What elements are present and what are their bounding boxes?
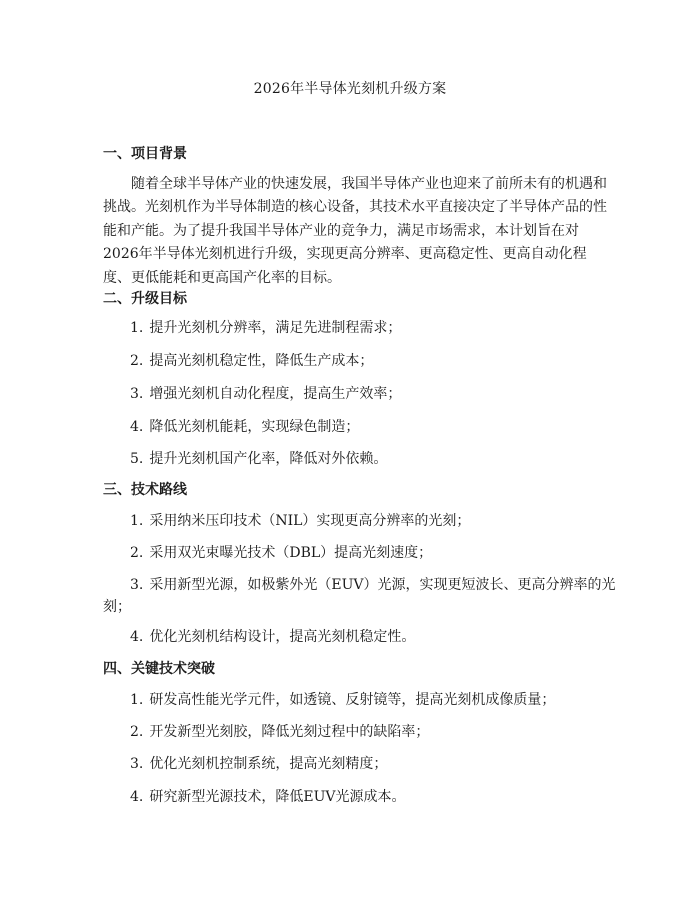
list-item-text: 优化光刻机控制系统，提高光刻精度；: [149, 756, 388, 772]
list-item-text: 提高光刻机稳定性，降低生产成本；: [149, 353, 374, 369]
list-item: [103, 512, 603, 530]
list-item-text-continuation: 刻；: [103, 599, 131, 615]
list-item-number: 4.: [130, 629, 144, 645]
list-item-number: 2.: [130, 724, 144, 740]
paragraph-line: 随着全球半导体产业的快速发展，我国半导体产业也迎来了前所未有的机遇和: [131, 176, 607, 192]
section-heading-tech-route: 三、技术路线: [103, 482, 187, 498]
list-item-number: 3.: [130, 386, 144, 402]
list-item-text: 增强光刻机自动化程度，提高生产效率；: [149, 386, 402, 402]
list-item: [103, 788, 603, 806]
paragraph-line: 能和产能。为了提升我国半导体产业的竞争力，满足市场需求，本计划旨在对: [103, 222, 579, 239]
list-item-text: 提升光刻机分辨率，满足先进制程需求；: [149, 320, 402, 336]
list-item-text: 采用纳米压印技术（NIL）实现更高分辨率的光刻；: [149, 513, 471, 529]
section-heading-background: 一、项目背景: [103, 146, 187, 162]
list-item: [103, 352, 603, 370]
list-item-text: 提升光刻机国产化率，降低对外依赖。: [149, 451, 388, 467]
list-item-number: 2.: [130, 545, 144, 561]
paragraph-line: 挑战。光刻机作为半导体制造的核心设备，其技术水平直接决定了半导体产品的性: [103, 199, 607, 216]
list-item: [103, 418, 603, 436]
list-item-number: 1.: [130, 320, 144, 336]
list-item-number: 4.: [130, 419, 144, 435]
list-item-number: 4.: [130, 789, 144, 805]
list-item-text: 采用新型光源，如极紫外光（EUV）光源，实现更短波长、更高分辨率的光: [149, 577, 616, 593]
list-item-number: 1.: [130, 692, 144, 708]
document-title: 2026年半导体光刻机升级方案: [253, 81, 447, 97]
section-heading-breakthroughs: 四、关键技术突破: [103, 661, 215, 677]
list-item-text: 研究新型光源技术，降低EUV光源成本。: [149, 789, 406, 805]
list-item-number: 5.: [130, 451, 144, 467]
list-item: [103, 450, 603, 468]
list-item: [103, 385, 603, 403]
list-item-number: 3.: [130, 577, 144, 593]
list-item: [103, 628, 603, 646]
background-paragraph: [103, 173, 607, 290]
list-item-text: 优化光刻机结构设计，提高光刻机稳定性。: [149, 629, 416, 645]
list-item-text: 降低光刻机能耗，实现绿色制造；: [149, 419, 360, 435]
list-item-number: 3.: [130, 756, 144, 772]
list-item: [103, 723, 603, 741]
list-item-number: 2.: [130, 353, 144, 369]
section-heading-goals: 二、升级目标: [103, 291, 187, 307]
paragraph-line: 度、更低能耗和更高国产化率的目标。: [103, 269, 341, 286]
list-item-text: 采用双光束曝光技术（DBL）提高光刻速度；: [149, 545, 433, 561]
paragraph-line: 2026年半导体光刻机进行升级，实现更高分辨率、更高稳定性、更高自动化程: [103, 246, 587, 263]
list-item: [103, 755, 603, 773]
list-item: [103, 544, 603, 562]
list-item-text: 研发高性能光学元件，如透镜、反射镜等，提高光刻机成像质量；: [149, 692, 556, 708]
list-item-number: 1.: [130, 513, 144, 529]
list-item-text: 开发新型光刻胶，降低光刻过程中的缺陷率；: [149, 724, 430, 740]
list-item: [103, 691, 603, 709]
list-item: [103, 576, 616, 616]
list-item: [103, 319, 603, 337]
